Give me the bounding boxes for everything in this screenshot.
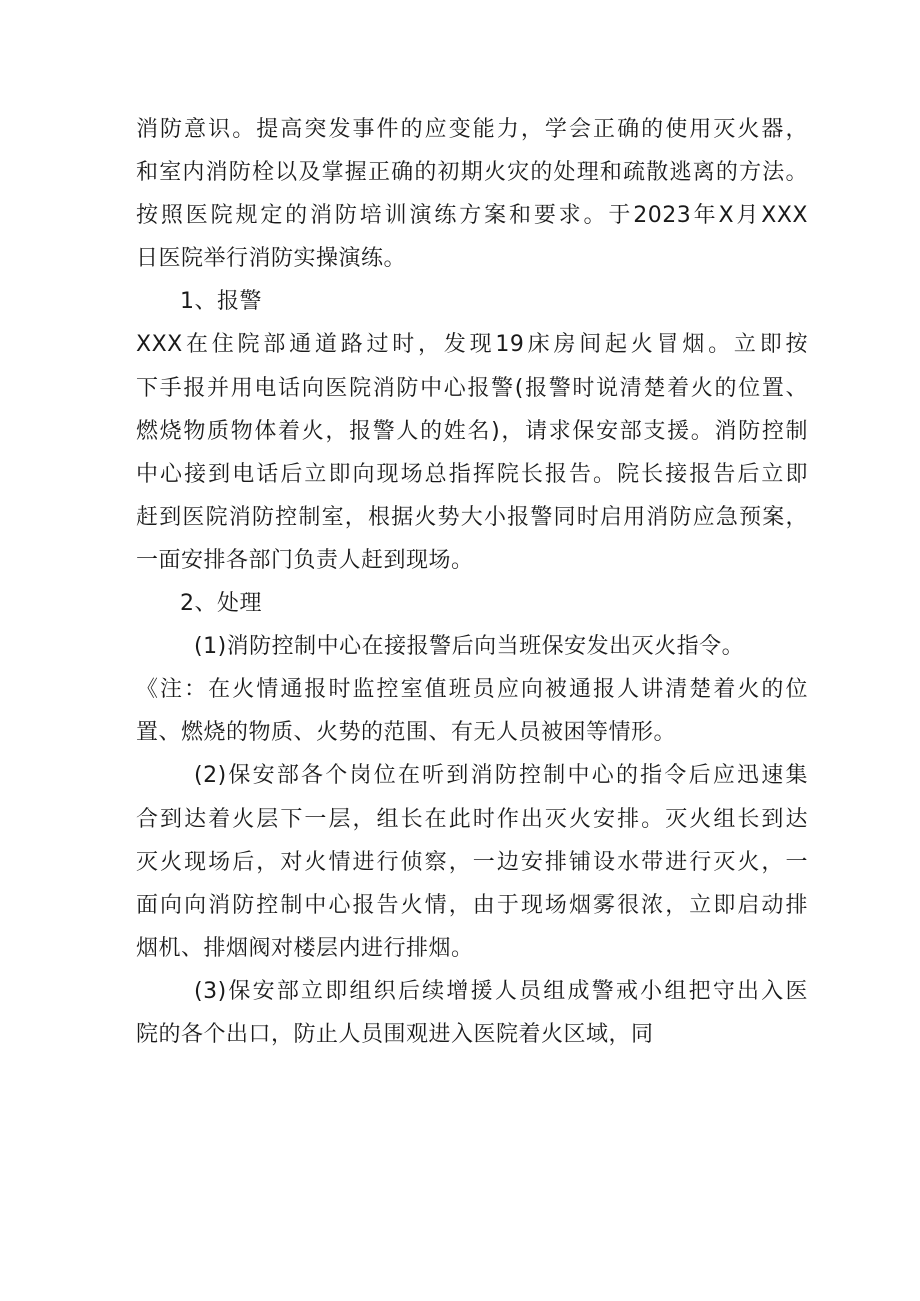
list-item-line: (3)保安部立即组织后续增援人员组成警戒小组把守出入医 [194, 978, 808, 1004]
paragraph-line: 日医院举行消防实操演练。 [136, 246, 407, 272]
paragraph-line: 和室内消防栓以及掌握正确的初期火灾的处理和疏散逃离的方法。 [136, 160, 808, 186]
list-item-line: (2)保安部各个岗位在听到消防控制中心的指令后应迅速集 [194, 763, 808, 789]
paragraph-line: 下手报并用电话向医院消防中心报警(报警时说清楚着火的位置、 [136, 375, 808, 401]
paragraph-line: 灭火现场后，对火情进行侦察，一边安排铺设水带进行灭火，一 [136, 849, 808, 875]
paragraph-line: 一面安排各部门负责人赶到现场。 [136, 547, 474, 573]
paragraph-line: 赶到医院消防控制室，根据火势大小报警同时启用消防应急预案， [136, 504, 808, 530]
section-heading: 1、报警 [180, 289, 262, 315]
document-body [136, 108, 808, 1056]
section-heading: 2、处理 [180, 591, 262, 617]
paragraph-line: 《注：在火情通报时监控室值班员应向被通报人讲清楚着火的位 [136, 677, 808, 703]
paragraph-line: 院的各个出口，防止人员围观进入医院着火区域，同 [136, 1021, 654, 1047]
paragraph-line: 置、燃烧的物质、火势的范围、有无人员被困等情形。 [136, 720, 677, 746]
paragraph-line: 合到达着火层下一层，组长在此时作出灭火安排。灭火组长到达 [136, 806, 808, 832]
paragraph-line: 按照医院规定的消防培训演练方案和要求。于2023年X月XXX [136, 203, 808, 229]
list-item-line: (1)消防控制中心在接报警后向当班保安发出灭火指令。 [194, 634, 745, 660]
paragraph-line: 燃烧物质物体着火，报警人的姓名)，请求保安部支援。消防控制 [136, 418, 808, 444]
paragraph-line: 消防意识。提高突发事件的应变能力，学会正确的使用灭火器， [136, 117, 808, 142]
paragraph-line: 中心接到电话后立即向现场总指挥院长报告。院长接报告后立即 [136, 461, 808, 487]
paragraph-line: XXX在住院部通道路过时，发现19床房间起火冒烟。立即按 [136, 332, 808, 358]
paragraph-line: 面向向消防控制中心报告火情，由于现场烟雾很浓，立即启动排 [136, 892, 808, 918]
paragraph-line: 烟机、排烟阀对楼层内进行排烟。 [136, 935, 474, 961]
